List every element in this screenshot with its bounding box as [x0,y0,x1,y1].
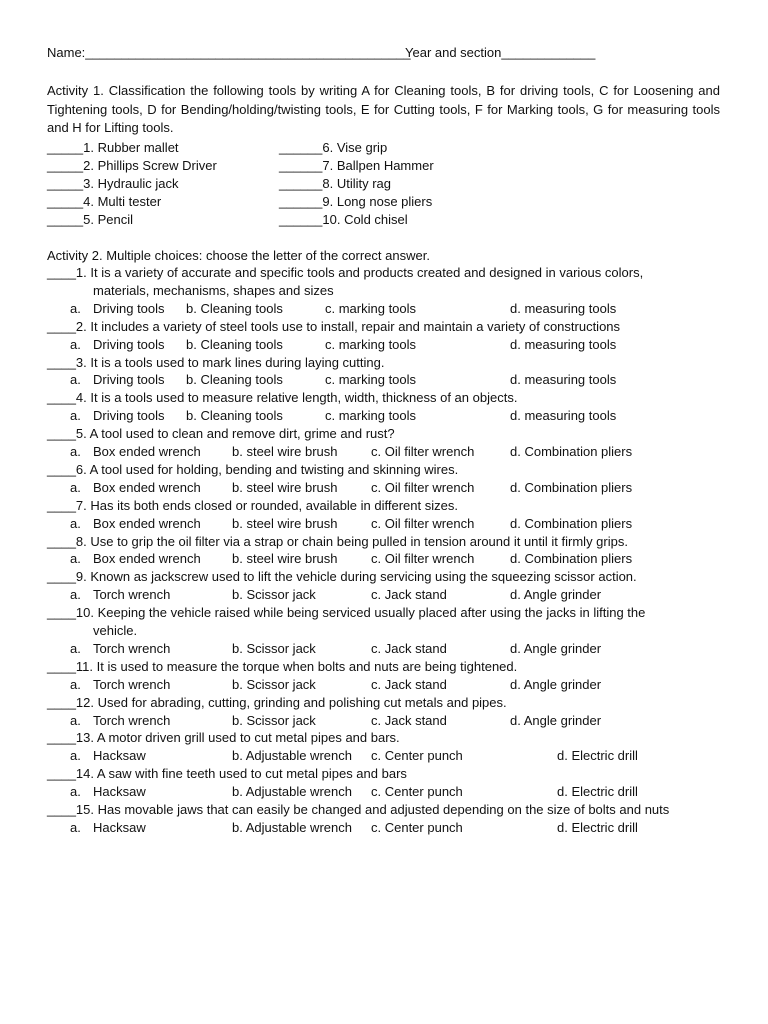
answer-option: Driving tools [93,336,165,352]
answer-option: d. measuring tools [510,336,617,352]
option-letter-a: a. [70,444,81,459]
option-letter-a: a. [70,784,81,800]
answer-option: d. Angle grinder [510,640,602,656]
activity1-item: ______10. Cold chisel [279,212,408,227]
option-letter-a: a. [70,515,81,531]
activity2-instructions: Activity 2. Multiple choices: choose the letter of the correct answer. [47,248,430,263]
option-letter-a: a. [70,640,81,656]
option-letter-a: a. [70,712,81,728]
answer-option: b. Adjustable wrench [232,819,352,835]
question-text: ____1. It is a variety of accurate and specific tools and products created and designed in various colors, [47,265,644,280]
answer-option: Torch wrench [93,676,171,692]
answer-option: b. Scissor jack [232,676,316,692]
option-letter-a: a. [70,336,81,352]
answer-option: d. Angle grinder [510,712,602,728]
option-letter-a: a. [70,408,81,424]
answer-option: c. Oil filter wrench [371,479,475,495]
answer-option: c. marking tools [325,372,417,388]
answer-option: d. Combination pliers [510,515,633,531]
answer-option: b. steel wire brush [232,479,338,495]
answer-option: b. steel wire brush [232,444,338,459]
option-letter-a: a. [70,300,81,316]
option-letter-a: a. [70,479,81,495]
activity1-item: ______8. Utility rag [279,176,392,191]
answer-option: c. Center punch [371,748,463,764]
answer-option: Hacksaw [93,819,146,835]
answer-option: b. steel wire brush [232,515,338,531]
answer-option: b. Scissor jack [232,712,316,728]
answer-option: d. Angle grinder [510,587,602,603]
option-letter-a: a. [70,551,81,567]
question-text-continued: materials, mechanisms, shapes and sizes [93,282,334,298]
answer-option: c. marking tools [325,408,417,424]
answer-option: d. Electric drill [557,784,638,800]
year-section-field-label: Year and section_____________ [405,45,596,60]
activity1-item: ______6. Vise grip [279,140,388,155]
question-text: ____15. Has movable jaws that can easily be changed and adjusted depending on the size of bolts and nuts [47,802,670,817]
question-text-continued: vehicle. [93,623,138,638]
option-letter-a: a. [70,372,81,388]
question-text: ____7. Has its both ends closed or rounded, available in different sizes. [47,497,458,513]
answer-option: c. Center punch [371,819,463,835]
question-text: ____5. A tool used to clean and remove dirt, grime and rust? [47,426,395,442]
answer-option: b. steel wire brush [232,551,338,567]
activity1-item: _____2. Phillips Screw Driver [47,158,217,173]
answer-option: Hacksaw [93,784,146,800]
answer-option: Torch wrench [93,712,171,728]
activity1-item: _____1. Rubber mallet [47,140,179,155]
question-text: ____3. It is a tools used to mark lines during laying cutting. [47,354,385,370]
answer-option: b. Cleaning tools [186,336,283,352]
question-text: ____11. It is used to measure the torque when bolts and nuts are being tightened. [47,658,518,674]
activity1-left-column [47,139,217,229]
answer-option: c. marking tools [325,336,417,352]
answer-option: d. Combination pliers [510,444,633,459]
answer-option: b. Cleaning tools [186,408,283,424]
question-text: ____6. A tool used for holding, bending and twisting and skinning wires. [47,461,459,477]
question-text: ____10. Keeping the vehicle raised while being serviced usually placed after using the jacks in lifting the [47,605,646,621]
answer-option: Box ended wrench [93,515,201,531]
question-text: ____8. Use to grip the oil filter via a strap or chain being pulled in tension around it until it firmly grips. [47,533,628,549]
answer-option: Box ended wrench [93,479,201,495]
answer-option: c. Jack stand [371,676,447,692]
answer-option: d. Electric drill [557,748,638,764]
answer-option: c. Jack stand [371,712,447,728]
answer-option: c. Jack stand [371,587,447,603]
activity1-item: _____3. Hydraulic jack [47,176,179,191]
option-letter-a: a. [70,676,81,692]
answer-option: Hacksaw [93,748,146,764]
answer-option: b. Cleaning tools [186,300,283,316]
answer-option: Driving tools [93,372,165,388]
answer-option: b. Adjustable wrench [232,748,352,764]
name-field-label: Name:_____________________________________________ [47,45,411,60]
answer-option: b. Scissor jack [232,640,316,656]
activity1-item: _____5. Pencil [47,212,134,227]
answer-option: d. measuring tools [510,300,617,316]
answer-option: d. Combination pliers [510,479,633,495]
activity1-item: ______9. Long nose pliers [279,194,433,209]
answer-option: c. Oil filter wrench [371,551,475,567]
answer-option: d. Electric drill [557,819,638,835]
question-text: ____2. It includes a variety of steel tools use to install, repair and maintain a variety of constructions [47,318,621,334]
answer-option: b. Cleaning tools [186,372,283,388]
option-letter-a: a. [70,748,81,764]
answer-option: Box ended wrench [93,444,201,459]
answer-option: d. measuring tools [510,408,617,424]
answer-option: d. measuring tools [510,372,617,388]
answer-option: c. Center punch [371,784,463,800]
question-text: ____14. A saw with fine teeth used to cut metal pipes and bars [47,766,407,782]
answer-option: d. Combination pliers [510,551,633,567]
answer-option: c. Jack stand [371,640,447,656]
activity1-item: ______7. Ballpen Hammer [279,158,434,173]
question-text: ____12. Used for abrading, cutting, grinding and polishing cut metals and pipes. [47,694,507,710]
option-letter-a: a. [70,819,81,835]
answer-option: c. Oil filter wrench [371,444,475,459]
question-text: ____9. Known as jackscrew used to lift the vehicle during servicing using the squeezing scissor action. [47,569,637,585]
activity1-instructions: Activity 1. Classification the following tools by writing A for Cleaning tools, B for driving tools, C for Loosening and Tightening tools, D for Bending/holding/twisting tools, E for Cutting tools, F for Marking tools, G for measuring tools and H for Lifting tools. [47,83,720,135]
answer-option: Driving tools [93,408,165,424]
answer-option: d. Angle grinder [510,676,602,692]
answer-option: Driving tools [93,300,165,316]
answer-option: c. marking tools [325,300,417,316]
answer-option: Box ended wrench [93,551,201,567]
option-letter-a: a. [70,587,81,603]
answer-option: Torch wrench [93,640,171,656]
question-text: ____13. A motor driven grill used to cut metal pipes and bars. [47,730,400,746]
answer-option: b. Adjustable wrench [232,784,352,800]
question-text: ____4. It is a tools used to measure relative length, width, thickness of an objects. [47,390,518,406]
activity1-right-column [279,139,434,229]
answer-option: c. Oil filter wrench [371,515,475,531]
answer-option: b. Scissor jack [232,587,316,603]
activity1-item: _____4. Multi tester [47,194,162,209]
answer-option: Torch wrench [93,587,171,603]
